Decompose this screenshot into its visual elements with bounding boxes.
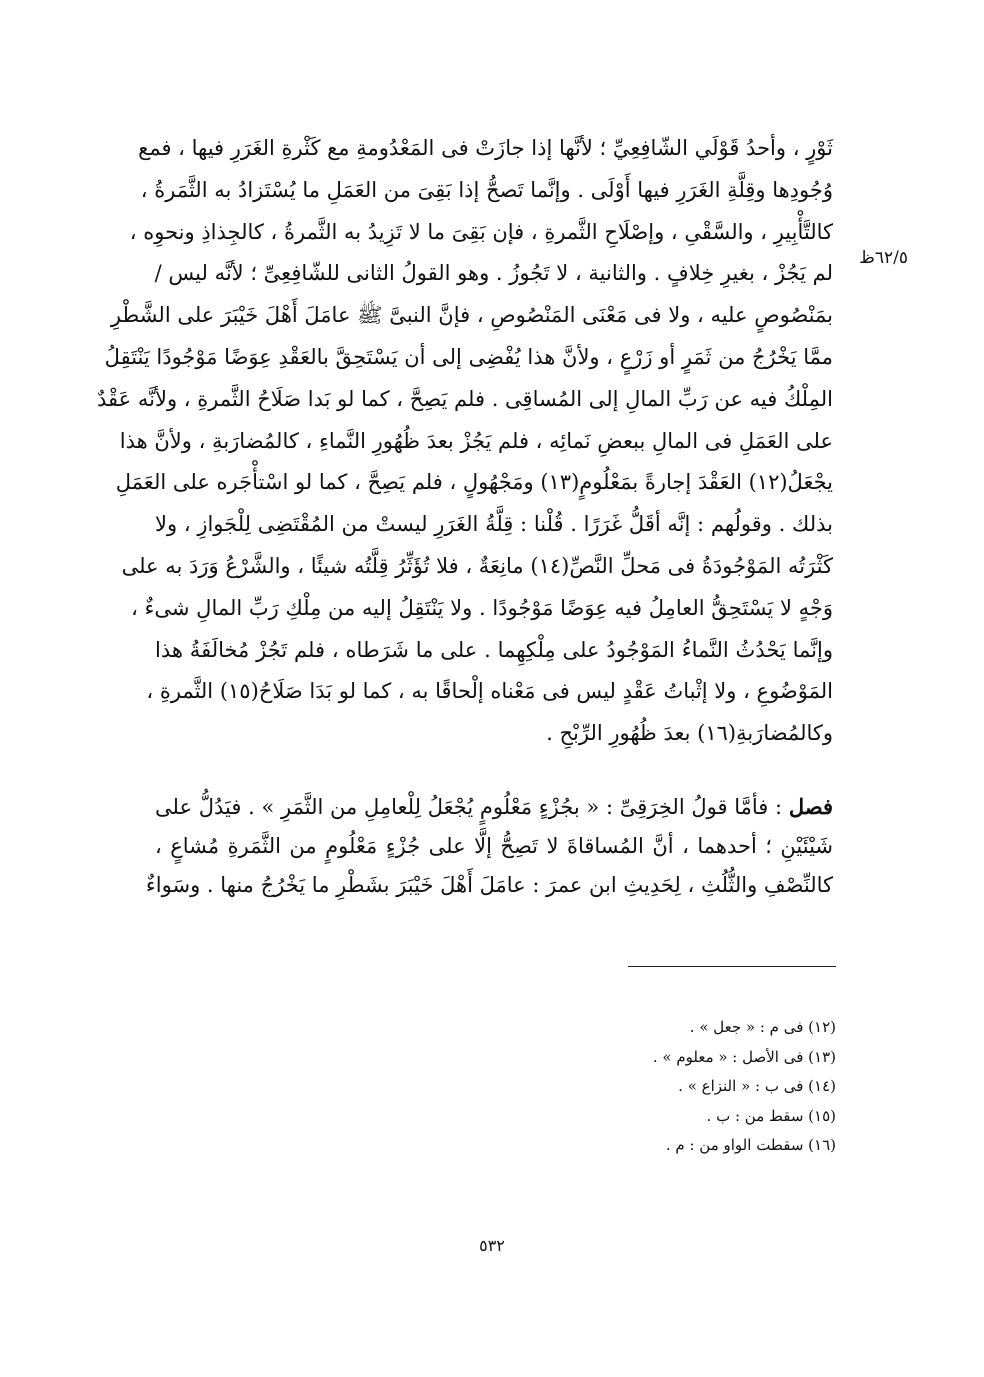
text-line: المَوْضُوعِ ، ولا إثْباتُ عَقْدٍ ليس فى مَعْناه إلْحاقًا به ، كما لو بَدَا صَلَاحُ(١٥) الثَّمرةِ ، [146, 679, 833, 704]
text-line: بمَنْصُوصٍ عليه ، ولا فى مَعْنَى المَنْصُوصِ ، فإنَّ النبىَّ ﷺ عامَلَ أَهْلَ خَيْبَرَ على الشَّطْرِ [110, 303, 833, 328]
text-line: بذلك . وقولُهم : إنَّه أقَلُّ غَرَرًا . قُلْنا : قِلَّةُ الغَرَرِ ليستْ من المُقْتَضِى لِلْجَوازِ ، ولا [155, 512, 833, 537]
page-number: ٥٣٢ [479, 1236, 505, 1255]
footnote: (١٥) سقط من : ب . [706, 1106, 836, 1125]
text-line: ممَّا يَخْرُجُ من ثَمَرٍ أو زَرْعٍ ، ولأنَّ هذا يُفْضِى إلى أن يَسْتَحِقَّ بالعَقْدِ عِوَضًا مَوْجُودًا يَنْتَقِلُ [104, 344, 833, 369]
footnote: (١٣) فى الأصل : « معلوم » . [652, 1047, 836, 1066]
footnote: (١٤) فى ب : « النزاع » . [678, 1077, 836, 1095]
text-line: وكالمُضارَبةِ(١٦) بعدَ ظُهُورِ الرِّبْحِ . [546, 721, 833, 746]
text-line: على العَمَلِ فى المالِ ببعضِ نَمائِه ، فلم يَجُزْ بعدَ ظُهُورِ النَّماءِ ، كالمُضارَبةِ ، ولأنَّ هذا [119, 428, 833, 453]
section-block [145, 788, 833, 904]
section-heading: فصل [788, 794, 833, 819]
text-line: لم يَجُزْ ، بغيرِ خِلافٍ . والثانية ، لا تَجُوزُ . وهو القولُ الثانى للشّافِعِىِّ ؛ لأنَّه ليس / [154, 261, 833, 286]
text-line: كَثْرَتُه المَوْجُودَةُ فى مَحلِّ النَّصِّ(١٤) مانِعَةٌ ، فلا تُؤَثِّرُ قِلَّتُه شيئًا ، والشَّرْعُ وَرَدَ به على [121, 553, 833, 578]
text-line: وُجُودِها وقِلَّةِ الغَرَرِ فيها أَوْلَى . وإنَّما تَصحُّ إذا بَقِىَ من العَمَلِ ما يُسْتَزادُ به الثَّمَرةُ ، [140, 177, 833, 202]
text-line: كالنِّصْفِ والثُّلُثِ ، لِحَدِيثِ ابن عمرَ : عامَلَ أَهْلَ خَيْبَرَ بشَطْرِ ما يَخْرُجُ منها . وسَواءٌ [145, 872, 833, 897]
footnote-separator [628, 966, 836, 967]
section-first-line [155, 788, 833, 827]
footnotes [500, 1013, 836, 1161]
main-text-block [97, 128, 833, 755]
text-line: وإنَّما يَحْدُثُ النَّماءُ المَوْجُودُ على مِلْكِهِما . على ما شَرَطاه ، فلم تَجُزْ مُخالَفَةُ هذا [155, 637, 833, 662]
footnote: (١٦) سقطت الواو من : م . [665, 1136, 836, 1154]
text-line: ثَوْرٍ ، وأحدُ قَوْلَي الشّافِعِيِّ ؛ لأنَّها إذا جازَتْ فى المَعْدُومةِ مع كَثْرةِ الغَرَرِ فيها ، فمع [138, 136, 833, 160]
text-line: كالتَّأْبِيرِ ، والسَّقْىِ ، وإصْلَاحِ الثَّمرةِ ، فإن بَقِىَ ما لا تَزِيدُ به الثَّمرةُ ، كالجِذاذِ ونحوِه ، [129, 219, 833, 244]
footnote: (١٢) فى م : « جعل » . [689, 1018, 836, 1036]
margin-manuscript-reference: ٦٢/٥ظ [859, 248, 908, 268]
section-first-line-text: : فأمَّا قولُ الخِرَقِىِّ : « بجُزْءٍ مَعْلُومٍ يُجْعَلُ لِلْعامِلِ من الثَّمَرِ » . فيَدُلُّ على [155, 795, 783, 819]
text-line: شَيْئَيْنِ ؛ أحدهما ، أنَّ المُساقاةَ لا تَصِحُّ إلَّا على جُزْءٍ مَعْلُومٍ من الثَّمَرةِ مُشاعٍ ، [155, 833, 833, 858]
text-line: يجْعَلُ(١٢) العَقْدَ إجارةً بمَعْلُومٍ(١٣) ومَجْهُولٍ ، فلم يَصِحَّ ، كما لو اسْتأْجَره على العَمَلِ [115, 470, 833, 495]
text-line: المِلْكُ فيه عن رَبِّ المالِ إلى المُساقِى . فلم يَصِحَّ ، كما لو بَدا صَلَاحُ الثَّمرةِ ، ولأنَّه عَقْدٌ [97, 386, 833, 411]
text-line: وَجْهٍ لا يَسْتَحِقُّ العامِلُ فيه عِوَضًا مَوْجُودًا . ولا يَنْتَقِلُ إليه من مِلْكِ رَبِّ المالِ شىءٌ ، [131, 595, 833, 620]
